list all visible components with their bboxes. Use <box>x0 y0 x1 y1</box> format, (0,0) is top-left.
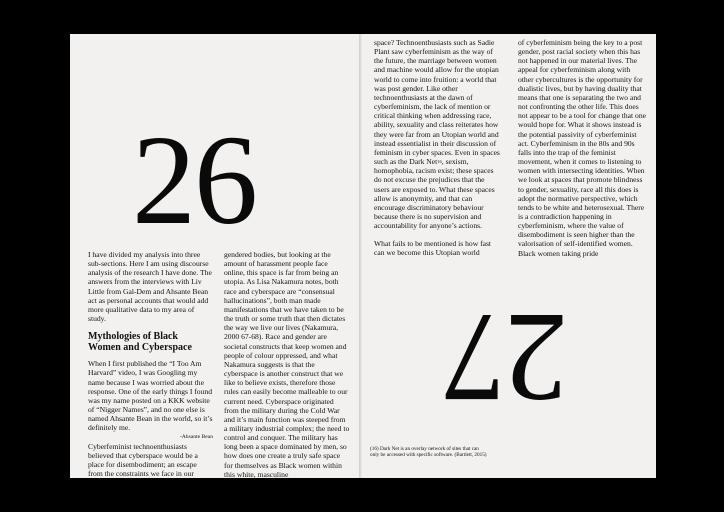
page-number-left: 26 <box>132 109 256 251</box>
left-column-1 <box>88 250 213 478</box>
left-column-2 <box>224 250 350 478</box>
intro-paragraph: I have divided my analysis into three sub-sections. Here I am using discourse analysis of the research I have done. The answers from the interviews with Liv Little from Gal-Dem and Ahsante Bean act as personal accounts that would add more qualitative data to my area of study. <box>88 250 212 324</box>
body-text: , sexism, homophobia, racism exist; these spaces do not excuse the prejudices that the users are exposed to. What these spaces allow is anonymity, and that can encourage discriminatory behaviour because there is no supervision and accountability for anyone’s actions. <box>374 157 495 231</box>
body-paragraph: gendered bodies, but looking at the amount of harassment people face online, this space is far from being an utopia. As Lisa Nakamura notes, both race and cyberspace are “consensual hallucinations”, both man made manifestations that we have taken to be the truth or some truth that then dictates the way we live our lives (Nakamura, 2000 67-68). Race and gender are societal constructs that keep women and people of colour oppressed, and what Nakamura suggests is that the cyberspace is another construct that we like to believe exists, therefore those rules can easily become malleable to our current need. Cyberspace originated from the military during the Cold War and it’s main function was steeped from a military industrial complex; the need to control and conquer. The military has long been a space dominated by men, so how does one create a truly safe space for themselves as Black women within this white, masculine <box>224 250 350 478</box>
quote-attribution: -Ahsante Bean <box>179 433 213 440</box>
body-text: space? Technoenthusiasts such as Sadie Plant saw cyberfeminism as the way of the future, the marriage between women and machine would allow for the utopian world to come into fruition: a world that was post gender. Like other technoenthusiasts at the dawn of cyberfeminism, the lack of mention or critical thinking when addressing race, ability, sexuality and class reiterates how they were far from an Utopian world and instead essentialist in their discussion of feminism in cyber spaces. Even in spaces such as the Dark Net <box>374 38 500 167</box>
right-column-2 <box>518 38 646 258</box>
block-quote: When I first published the “I Too Am Harvard” video, I was Googling my name because I was worried about the response. One of the early things I found was my name posted on a KKK website of “Nigger Names”, and no one else is named Ahsante Bean in the world, so it’s definitely me. <box>88 359 213 433</box>
footnote: (16) Dark Net is an overlay network of sites that can only be accessed with specific software. (Bartlett, 2015) <box>370 446 487 459</box>
right-page <box>362 34 656 478</box>
footnote-marker: 16 <box>437 159 442 165</box>
left-page <box>70 34 362 478</box>
page-number-right: 27 <box>444 287 568 429</box>
body-paragraph: What fails to be mentioned is how fast can we become this Utopian world <box>374 239 492 258</box>
section-heading: Mythologies of Black Women and Cyberspace <box>88 331 192 353</box>
right-column-1 <box>374 38 500 258</box>
body-paragraph: of cyberfeminism being the key to a post gender, post racial society when this has not happened in our material lives. The appeal for cyberfeminism along with other cybercultures is the opportunity for dualistic lives, but by having duality that means that one is separating the two and not confronting the other life. This does not appear to be a tool for change that one would hope for. What it shows instead is the potential passivity of cyberfeminist act. Cyberfeminism in the 80s and 90s falls into the trap of the feminist movement, when it comes to listening to women with intersecting identities. When we look at spaces that promote blindness to gender, sexuality, race all this does is adopt the normative perspective, which tends to be white and heterosexual. There is a contradiction happening in cyberfeminism, where the value of disembodiment is seen higher than the valorisation of self-identified women. Black women taking pride <box>518 38 646 258</box>
body-paragraph <box>374 38 500 230</box>
body-paragraph: Cyberfeminist technoenthusiasts believed that cyberspace would be a place for disembodiment; an escape from the constraints we face in our <box>88 441 198 478</box>
